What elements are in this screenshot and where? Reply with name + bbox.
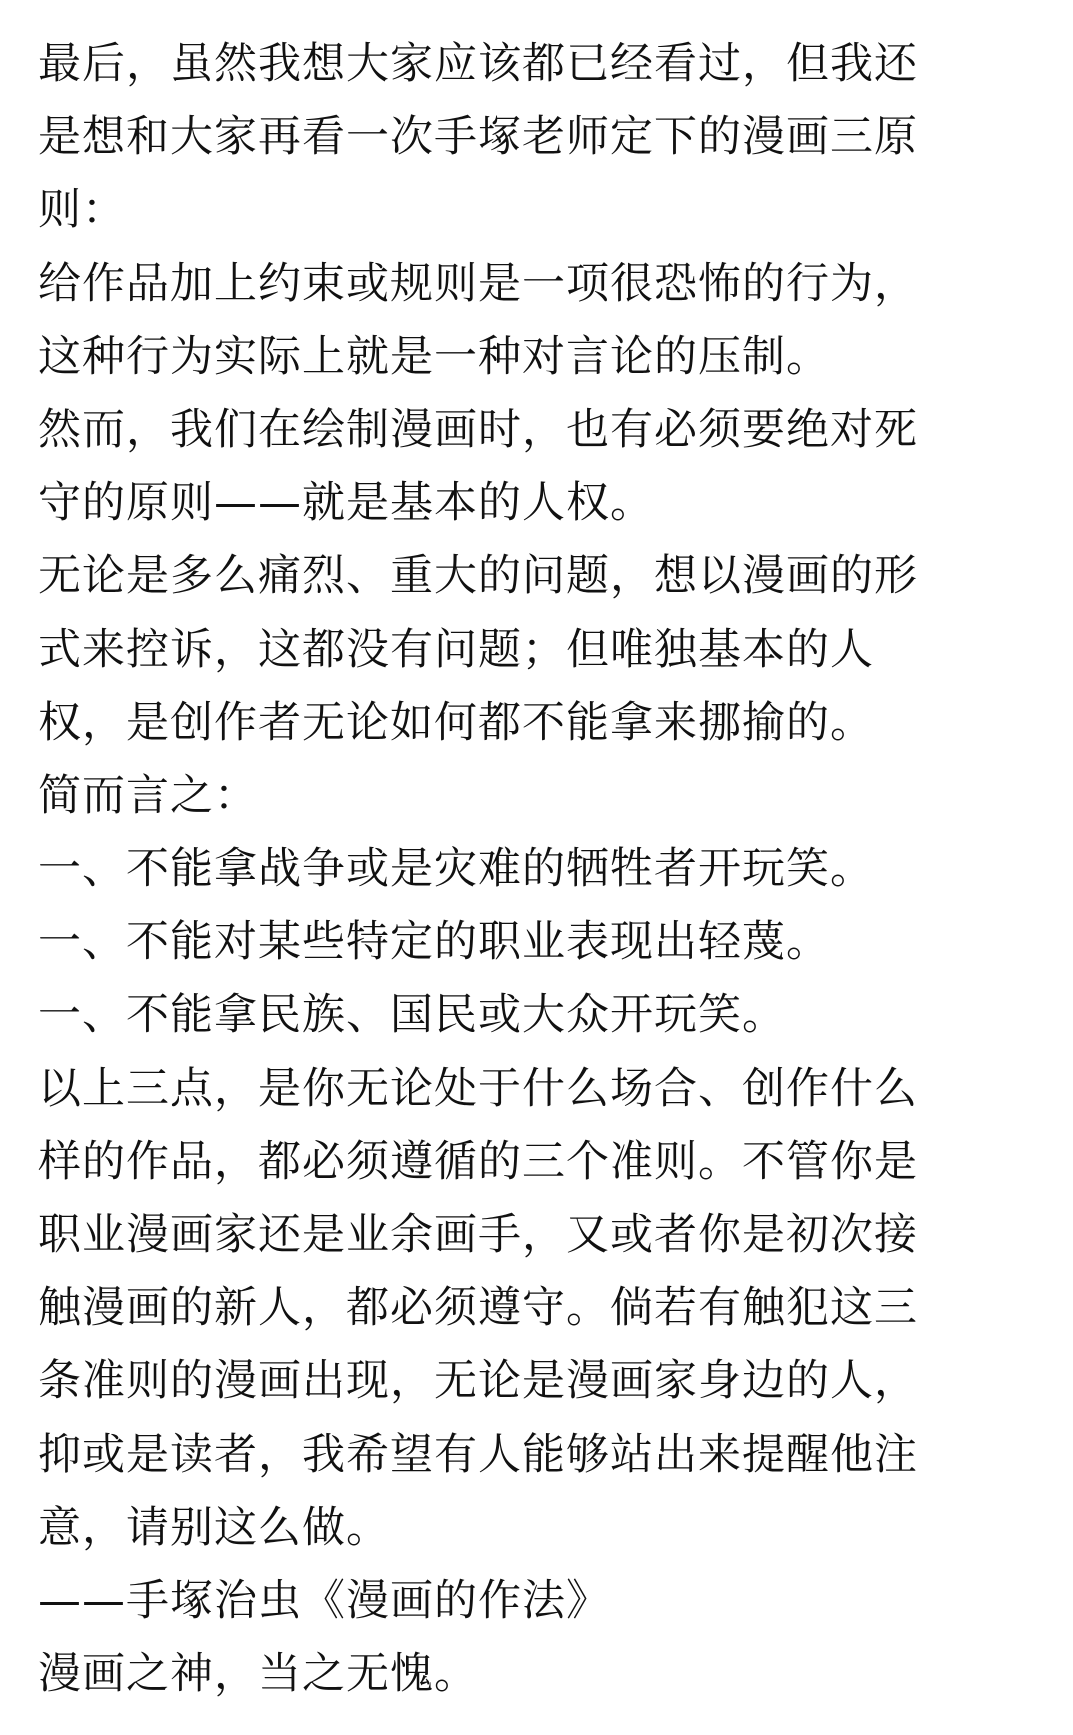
text-line-9: 式来控诉，这都没有问题；但唯独基本的人 [38, 624, 874, 675]
text-line-19: 条准则的漫画出现，无论是漫画家身边的人， [38, 1356, 918, 1407]
rule-item-1: 一、不能拿战争或是灾难的牺牲者开玩笑。 [38, 844, 874, 895]
text-line-4: 给作品加上约束或规则是一项很恐怖的行为， [38, 258, 918, 309]
rule-item-3: 一、不能拿民族、国民或大众开玩笑。 [38, 990, 786, 1041]
closing-line: 漫画之神，当之无愧。 [38, 1649, 478, 1700]
text-line-21: 意，请别这么做。 [38, 1502, 390, 1553]
text-line-15: 以上三点，是你无论处于什么场合、创作什么 [38, 1063, 918, 1114]
text-line-7: 守的原则——就是基本的人权。 [38, 478, 654, 529]
text-line-17: 职业漫画家还是业余画手，又或者你是初次接 [38, 1210, 918, 1260]
text-line-2: 是想和大家再看一次手塚老师定下的漫画三原 [38, 112, 918, 163]
text-line-8: 无论是多么痛烈、重大的问题，想以漫画的形 [38, 551, 918, 602]
text-line-18: 触漫画的新人，都必须遵守。倘若有触犯这三 [38, 1283, 918, 1334]
article-text [38, 28, 1038, 1711]
text-line-3: 则： [38, 185, 126, 236]
text-line-20: 抑或是读者，我希望有人能够站出来提醒他注 [38, 1429, 918, 1480]
text-line-6: 然而，我们在绘制漫画时，也有必须要绝对死 [38, 404, 918, 455]
text-line-10: 权，是创作者无论如何都不能拿来挪揄的。 [38, 697, 874, 748]
citation-line: ——手塚治虫《漫画的作法》 [38, 1575, 610, 1626]
rule-item-2: 一、不能对某些特定的职业表现出轻蔑。 [38, 917, 830, 968]
text-line-5: 这种行为实际上就是一种对言论的压制。 [38, 331, 830, 382]
text-line-11: 简而言之： [38, 770, 258, 821]
text-line-1: 最后，虽然我想大家应该都已经看过，但我还 [38, 39, 918, 89]
text-line-16: 样的作品，都必须遵循的三个准则。不管你是 [38, 1136, 918, 1187]
